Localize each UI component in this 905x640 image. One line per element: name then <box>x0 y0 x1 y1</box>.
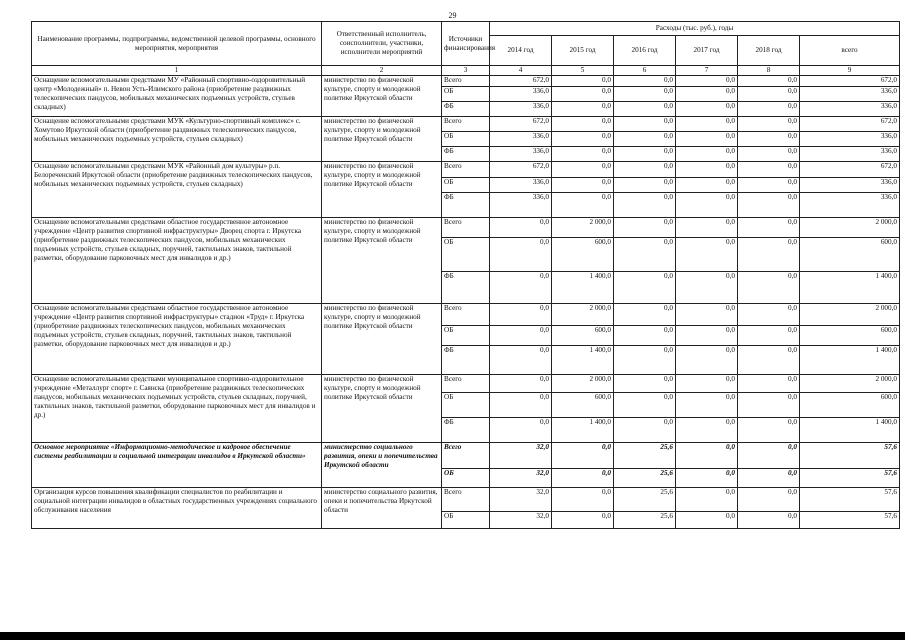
amount-cell: 0,0 <box>552 193 614 218</box>
total-cell: 1 400,0 <box>800 272 900 304</box>
funding-source: ОБ <box>442 393 490 418</box>
amount-cell: 0,0 <box>614 326 676 346</box>
amount-cell: 672,0 <box>490 76 552 87</box>
header-year: 2018 год <box>738 36 800 66</box>
amount-cell: 0,0 <box>676 512 738 529</box>
column-number: 8 <box>738 66 800 76</box>
table-row <box>32 443 900 469</box>
amount-cell: 2 000,0 <box>552 218 614 238</box>
amount-cell: 0,0 <box>614 375 676 393</box>
amount-cell: 336,0 <box>490 178 552 193</box>
amount-cell: 0,0 <box>738 193 800 218</box>
total-cell: 336,0 <box>800 147 900 162</box>
amount-cell: 32,0 <box>490 512 552 529</box>
amount-cell: 0,0 <box>490 238 552 272</box>
amount-cell: 0,0 <box>738 418 800 443</box>
column-number: 3 <box>442 66 490 76</box>
amount-cell: 0,0 <box>614 218 676 238</box>
amount-cell: 0,0 <box>552 87 614 102</box>
amount-cell: 0,0 <box>738 76 800 87</box>
executor: министерство по физической культуре, спорту и молодежной политике Иркутской области <box>322 76 442 117</box>
amount-cell: 32,0 <box>490 469 552 488</box>
funding-source: ОБ <box>442 326 490 346</box>
amount-cell: 0,0 <box>614 346 676 375</box>
funding-source: Всего <box>442 218 490 238</box>
total-cell: 336,0 <box>800 132 900 147</box>
table-row <box>32 162 900 178</box>
header-year: 2015 год <box>552 36 614 66</box>
activity-name: Оснащение вспомогательными средствами МУК «Районный дом культуры» р.п. Белореченский Иркутской области (приобретение раздвижных телескопических пандусов, мобильных механических подъемных устройств, стульев складных) <box>32 162 322 218</box>
table-row <box>32 488 900 512</box>
amount-cell: 0,0 <box>738 147 800 162</box>
header-year: 2014 год <box>490 36 552 66</box>
amount-cell: 0,0 <box>490 346 552 375</box>
column-number: 5 <box>552 66 614 76</box>
header-year: 2017 год <box>676 36 738 66</box>
amount-cell: 672,0 <box>490 162 552 178</box>
table-row <box>32 375 900 393</box>
amount-cell: 25,6 <box>614 512 676 529</box>
scan-edge <box>0 632 905 640</box>
total-cell: 2 000,0 <box>800 218 900 238</box>
total-cell: 672,0 <box>800 117 900 132</box>
header-executor: Ответственный исполнитель, соисполнители, участники, исполнители мероприятий <box>322 22 442 66</box>
amount-cell: 0,0 <box>738 272 800 304</box>
amount-cell: 0,0 <box>614 238 676 272</box>
amount-cell: 0,0 <box>676 76 738 87</box>
amount-cell: 0,0 <box>676 346 738 375</box>
amount-cell: 0,0 <box>676 162 738 178</box>
amount-cell: 0,0 <box>614 193 676 218</box>
amount-cell: 0,0 <box>552 443 614 469</box>
total-cell: 672,0 <box>800 162 900 178</box>
amount-cell: 0,0 <box>490 375 552 393</box>
funding-source: ФБ <box>442 102 490 117</box>
amount-cell: 32,0 <box>490 488 552 512</box>
funding-source: Всего <box>442 375 490 393</box>
amount-cell: 0,0 <box>490 218 552 238</box>
funding-source: Всего <box>442 488 490 512</box>
total-cell: 600,0 <box>800 326 900 346</box>
executor: министерство социального развития, опеки и попечительства Иркутской области <box>322 443 442 488</box>
amount-cell: 0,0 <box>552 488 614 512</box>
funding-source: ФБ <box>442 418 490 443</box>
amount-cell: 25,6 <box>614 443 676 469</box>
amount-cell: 0,0 <box>552 117 614 132</box>
funding-source: Всего <box>442 304 490 326</box>
amount-cell: 0,0 <box>676 117 738 132</box>
funding-source: Всего <box>442 162 490 178</box>
table-row <box>32 76 900 87</box>
total-cell: 1 400,0 <box>800 418 900 443</box>
amount-cell: 0,0 <box>490 272 552 304</box>
funding-source: ОБ <box>442 132 490 147</box>
amount-cell: 0,0 <box>676 488 738 512</box>
amount-cell: 0,0 <box>490 393 552 418</box>
executor: министерство по физической культуре, спорту и молодежной политике Иркутской области <box>322 375 442 443</box>
total-cell: 57,6 <box>800 512 900 529</box>
amount-cell: 0,0 <box>676 393 738 418</box>
amount-cell: 0,0 <box>676 102 738 117</box>
amount-cell: 0,0 <box>614 132 676 147</box>
amount-cell: 0,0 <box>676 469 738 488</box>
amount-cell: 0,0 <box>676 193 738 218</box>
column-number: 1 <box>32 66 322 76</box>
column-number: 7 <box>676 66 738 76</box>
amount-cell: 336,0 <box>490 102 552 117</box>
amount-cell: 672,0 <box>490 117 552 132</box>
funding-source: Всего <box>442 443 490 469</box>
amount-cell: 0,0 <box>738 238 800 272</box>
amount-cell: 0,0 <box>738 393 800 418</box>
table-row <box>32 218 900 238</box>
amount-cell: 0,0 <box>738 117 800 132</box>
amount-cell: 0,0 <box>676 218 738 238</box>
amount-cell: 0,0 <box>738 346 800 375</box>
executor: министерство социального развития, опеки и попечительства Иркутской области <box>322 488 442 529</box>
expenses-table <box>31 21 900 529</box>
header-year: 2016 год <box>614 36 676 66</box>
amount-cell: 0,0 <box>614 76 676 87</box>
amount-cell: 0,0 <box>614 304 676 326</box>
column-number: 4 <box>490 66 552 76</box>
column-number: 6 <box>614 66 676 76</box>
total-cell: 2 000,0 <box>800 375 900 393</box>
amount-cell: 0,0 <box>676 178 738 193</box>
total-cell: 2 000,0 <box>800 304 900 326</box>
total-cell: 336,0 <box>800 102 900 117</box>
funding-source: ОБ <box>442 469 490 488</box>
activity-name: Основное мероприятие «Информационно-методическое и кадровое обеспечение системы реабилитации и социальной интеграции инвалидов в Иркутской области» <box>32 443 322 488</box>
table-row <box>32 304 900 326</box>
amount-cell: 0,0 <box>614 393 676 418</box>
amount-cell: 0,0 <box>614 147 676 162</box>
amount-cell: 0,0 <box>490 418 552 443</box>
activity-name: Оснащение вспомогательными средствами областное государственное автономное учреждение «Центр развития спортивной инфраструктуры» стадион «Труд» г. Иркутска (приобретение раздвижных телескопических пандусов, мобильных механических подъемных устройств, стульев складных, поручней, тактильных знаков, тактильной разметки, оборудование парковочных мест для инвалидов и др.) <box>32 304 322 375</box>
table-row <box>32 117 900 132</box>
table-body <box>32 76 900 529</box>
funding-source: ФБ <box>442 272 490 304</box>
amount-cell: 0,0 <box>552 469 614 488</box>
activity-name: Оснащение вспомогательными средствами МУ «Районный спортивно-оздоровительный центр «Молодежный» п. Невон Усть-Илимского района (приобретение раздвижных телескопических пандусов, мобильных механических подъемных устройств, стульев складных) <box>32 76 322 117</box>
amount-cell: 2 000,0 <box>552 375 614 393</box>
amount-cell: 0,0 <box>614 178 676 193</box>
amount-cell: 0,0 <box>552 102 614 117</box>
amount-cell: 32,0 <box>490 443 552 469</box>
activity-name: Организация курсов повышения квалификации специалистов по реабилитации и социальной интеграции инвалидов в областных государственных учреждениях социального обслуживания населения <box>32 488 322 529</box>
amount-cell: 336,0 <box>490 87 552 102</box>
amount-cell: 0,0 <box>676 87 738 102</box>
header-source: Источники финансирования <box>442 22 490 66</box>
amount-cell: 0,0 <box>614 162 676 178</box>
amount-cell: 0,0 <box>614 117 676 132</box>
column-number: 2 <box>322 66 442 76</box>
amount-cell: 0,0 <box>676 238 738 272</box>
total-cell: 57,6 <box>800 443 900 469</box>
funding-source: Всего <box>442 117 490 132</box>
amount-cell: 0,0 <box>552 132 614 147</box>
amount-cell: 0,0 <box>738 102 800 117</box>
amount-cell: 0,0 <box>676 272 738 304</box>
amount-cell: 0,0 <box>614 102 676 117</box>
activity-name: Оснащение вспомогательными средствами МУК «Культурно-спортивный комплекс» с. Хомутово Иркутской области (приобретение раздвижных телескопических пандусов, мобильных механических подъемных устройств, стульев складных) <box>32 117 322 162</box>
executor: министерство по физической культуре, спорту и молодежной политике Иркутской области <box>322 218 442 304</box>
total-cell: 57,6 <box>800 488 900 512</box>
column-number-row <box>32 66 900 76</box>
funding-source: ФБ <box>442 193 490 218</box>
amount-cell: 0,0 <box>738 488 800 512</box>
amount-cell: 0,0 <box>738 304 800 326</box>
activity-name: Оснащение вспомогательными средствами областное государственное автономное учреждение «Центр развития спортивной инфраструктуры» Дворец спорта г. Иркутска (приобретение раздвижных телескопических пандусов, мобильных механических подъемных устройств, стульев складных, поручней, тактильных знаков, тактильной разметки, оборудование парковочных мест для инвалидов и др.) <box>32 218 322 304</box>
amount-cell: 2 000,0 <box>552 304 614 326</box>
funding-source: ОБ <box>442 178 490 193</box>
funding-source: ОБ <box>442 87 490 102</box>
total-cell: 336,0 <box>800 87 900 102</box>
amount-cell: 600,0 <box>552 326 614 346</box>
amount-cell: 600,0 <box>552 393 614 418</box>
amount-cell: 0,0 <box>490 326 552 346</box>
amount-cell: 25,6 <box>614 469 676 488</box>
amount-cell: 0,0 <box>738 218 800 238</box>
funding-source: ФБ <box>442 346 490 375</box>
header-name: Наименование программы, подпрограммы, ведомственной целевой программы, основного мероприятия, мероприятия <box>32 22 322 66</box>
amount-cell: 0,0 <box>490 304 552 326</box>
total-cell: 1 400,0 <box>800 346 900 375</box>
executor: министерство по физической культуре, спорту и молодежной политике Иркутской области <box>322 162 442 218</box>
amount-cell: 0,0 <box>552 178 614 193</box>
total-cell: 336,0 <box>800 193 900 218</box>
amount-cell: 1 400,0 <box>552 346 614 375</box>
funding-source: ОБ <box>442 238 490 272</box>
amount-cell: 0,0 <box>552 76 614 87</box>
funding-source: ОБ <box>442 512 490 529</box>
total-cell: 57,6 <box>800 469 900 488</box>
total-cell: 600,0 <box>800 393 900 418</box>
amount-cell: 0,0 <box>738 375 800 393</box>
total-cell: 672,0 <box>800 76 900 87</box>
amount-cell: 0,0 <box>676 418 738 443</box>
amount-cell: 0,0 <box>738 512 800 529</box>
total-cell: 600,0 <box>800 238 900 272</box>
amount-cell: 336,0 <box>490 193 552 218</box>
amount-cell: 1 400,0 <box>552 418 614 443</box>
amount-cell: 0,0 <box>738 178 800 193</box>
amount-cell: 0,0 <box>738 87 800 102</box>
amount-cell: 0,0 <box>676 304 738 326</box>
page-number: 29 <box>448 11 457 20</box>
amount-cell: 336,0 <box>490 147 552 162</box>
amount-cell: 0,0 <box>614 418 676 443</box>
amount-cell: 0,0 <box>676 443 738 469</box>
amount-cell: 0,0 <box>738 469 800 488</box>
amount-cell: 25,6 <box>614 488 676 512</box>
funding-source: ФБ <box>442 147 490 162</box>
amount-cell: 600,0 <box>552 238 614 272</box>
amount-cell: 0,0 <box>614 87 676 102</box>
amount-cell: 0,0 <box>552 162 614 178</box>
funding-source: Всего <box>442 76 490 87</box>
amount-cell: 0,0 <box>676 132 738 147</box>
amount-cell: 0,0 <box>738 443 800 469</box>
header-total: всего <box>800 36 900 66</box>
activity-name: Оснащение вспомогательными средствами муниципальное спортивно-оздоровительное учреждение «Металлург спорт» г. Саянска (приобретение раздвижных телескопических пандусов, мобильных механических подъемных устройств, стульев складных, поручней, тактильных знаков, тактильной разметки, оборудование парковочных мест для инвалидов и др.) <box>32 375 322 443</box>
amount-cell: 0,0 <box>738 162 800 178</box>
amount-cell: 0,0 <box>738 132 800 147</box>
executor: министерство по физической культуре, спорту и молодежной политике Иркутской области <box>322 117 442 162</box>
amount-cell: 0,0 <box>676 326 738 346</box>
amount-cell: 0,0 <box>676 375 738 393</box>
amount-cell: 336,0 <box>490 132 552 147</box>
amount-cell: 0,0 <box>552 512 614 529</box>
amount-cell: 1 400,0 <box>552 272 614 304</box>
executor: министерство по физической культуре, спорту и молодежной политике Иркутской области <box>322 304 442 375</box>
header-expenses: Расходы (тыс. руб.), годы <box>490 22 900 36</box>
amount-cell: 0,0 <box>552 147 614 162</box>
total-cell: 336,0 <box>800 178 900 193</box>
column-number: 9 <box>800 66 900 76</box>
amount-cell: 0,0 <box>738 326 800 346</box>
amount-cell: 0,0 <box>614 272 676 304</box>
amount-cell: 0,0 <box>676 147 738 162</box>
